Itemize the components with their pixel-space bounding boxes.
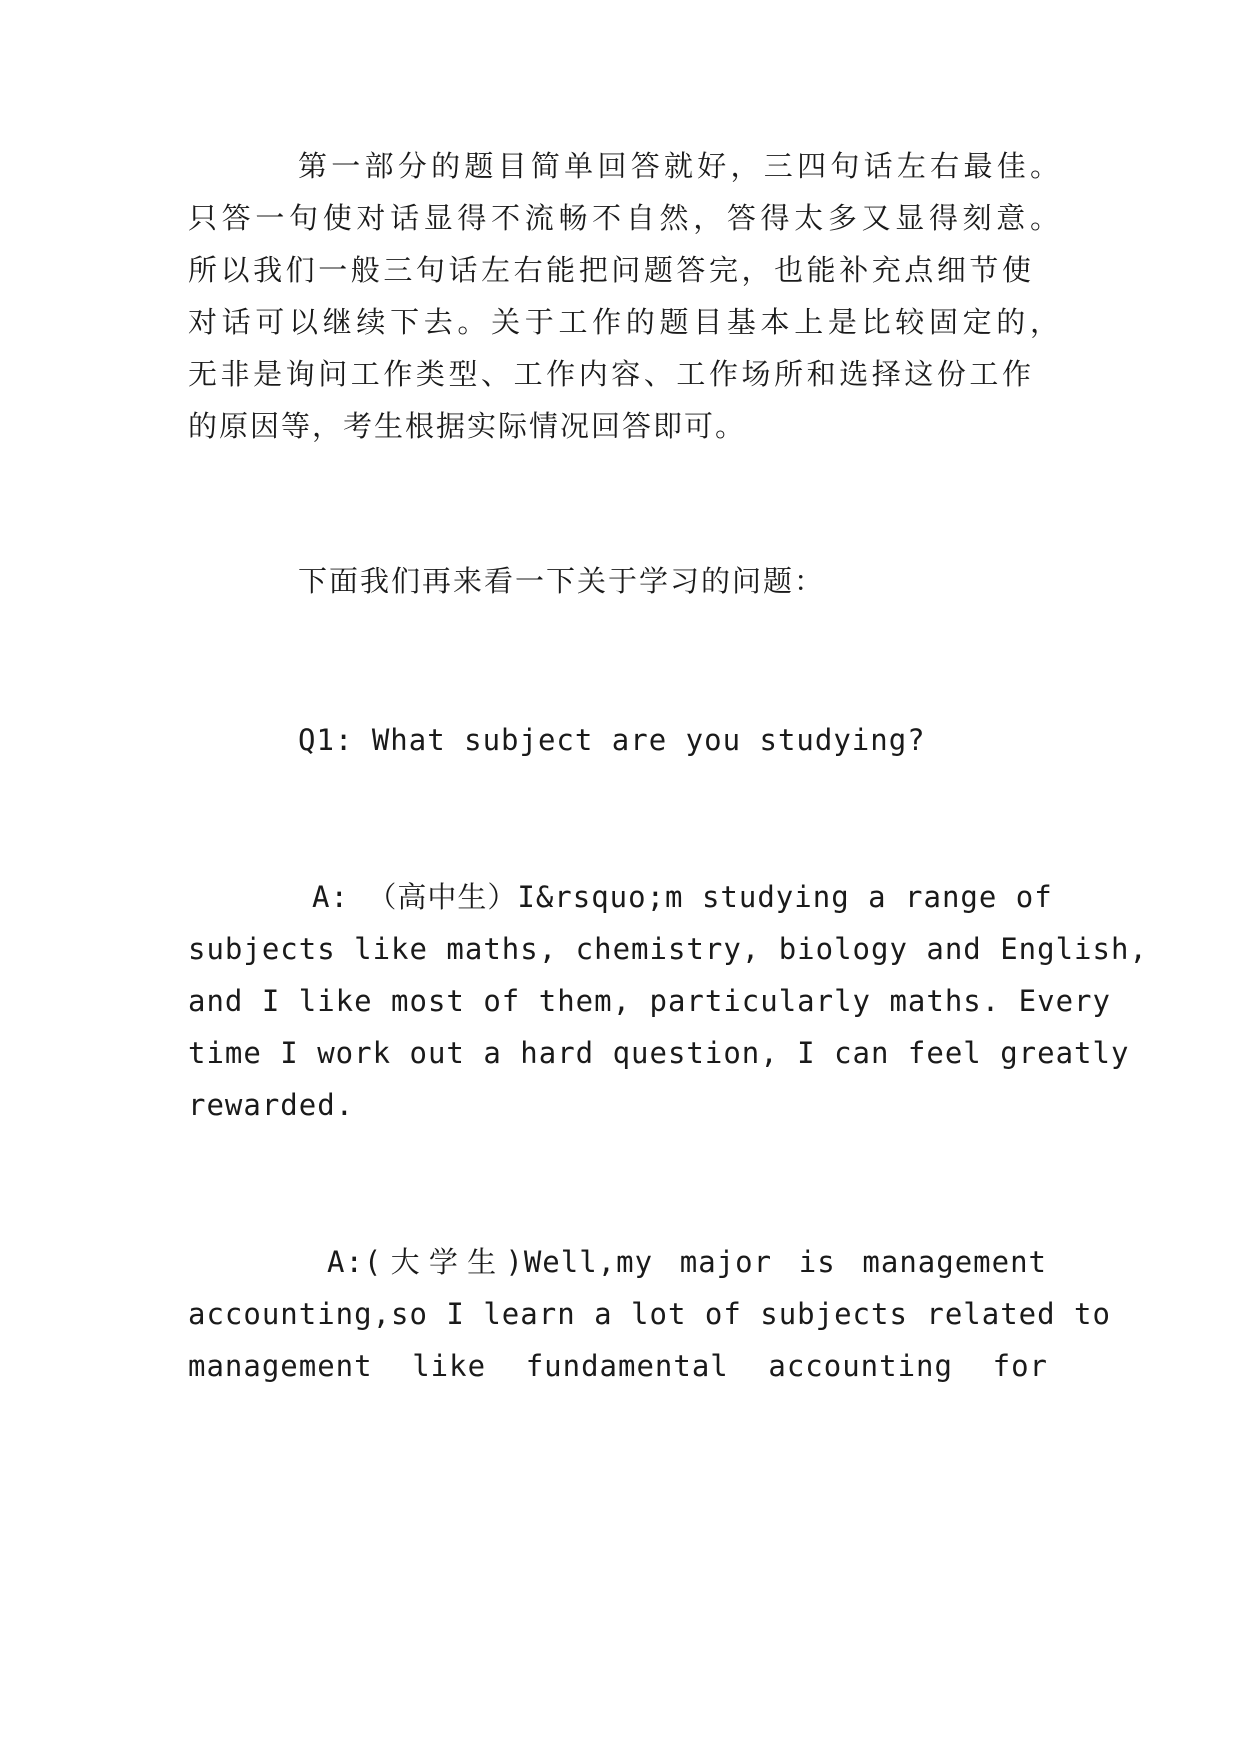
paragraph-line: 第一部分的题目简单回答就好，三四句话左右最佳。	[298, 149, 1061, 183]
paragraph-line: A: （高中生）I&rsquo;m studying a range of	[312, 880, 1053, 914]
paragraph-line: 所以我们一般三句话左右能把问题答完，也能补充点细节使	[188, 253, 1033, 287]
section-heading: 下面我们再来看一下关于学习的问题：	[298, 564, 826, 598]
paragraph-line: management like fundamental accounting for	[188, 1349, 1048, 1383]
paragraph-line: 只答一句使对话显得不流畅不自然，答得太多又显得刻意。	[188, 201, 1061, 235]
paragraph-line: subjects like maths, chemistry, biology and English,	[188, 932, 1148, 966]
paragraph-line: rewarded.	[188, 1088, 355, 1122]
paragraph-line: and I like most of them, particularly maths. Every	[188, 984, 1111, 1018]
paragraph-line: 对话可以继续下去。关于工作的题目基本上是比较固定的，	[188, 305, 1061, 339]
paragraph-line: time I work out a hard question, I can feel greatly	[188, 1036, 1130, 1070]
paragraph-line: A:(大学生)Well,my major is management	[327, 1245, 1047, 1279]
question-line: Q1: What subject are you studying?	[298, 723, 926, 757]
paragraph-line: accounting,so I learn a lot of subjects related to	[188, 1297, 1111, 1331]
paragraph-line: 无非是询问工作类型、工作内容、工作场所和选择这份工作	[188, 357, 1033, 391]
paragraph-line: 的原因等，考生根据实际情况回答即可。	[188, 409, 747, 443]
